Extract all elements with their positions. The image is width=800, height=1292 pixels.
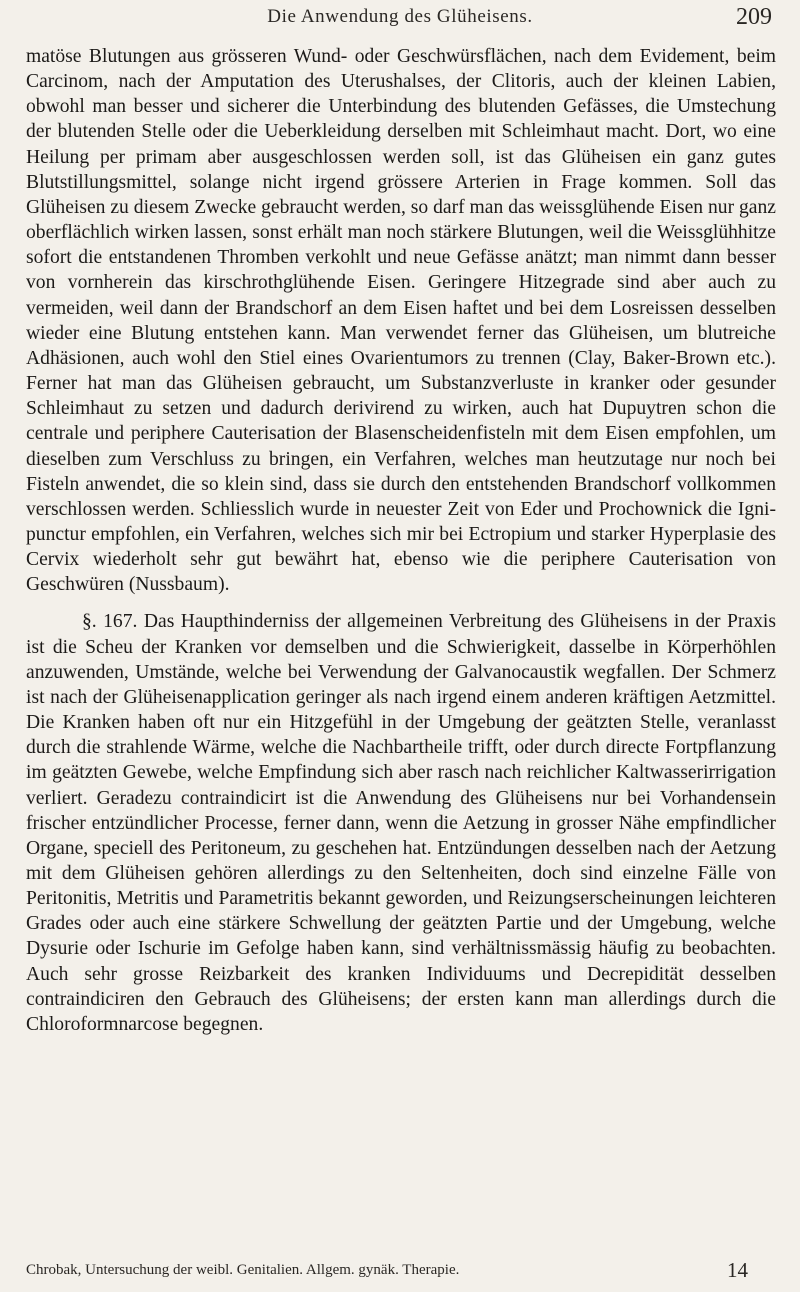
running-head <box>0 4 800 36</box>
page-number: 209 <box>736 4 772 30</box>
paragraph-section-167: §. 167. Das Haupthinderniss der allgemeinen Verbreitung des Glüheisens in der Praxis ist die Scheu der Kranken vor demselben und die Schwierigkeit, dasselbe in Körperhöhlen anzuwenden, Umstände, welche bei Verwendung der Galvanocaustik wegfallen. Der Schmerz ist nach der Glüheisenapplication geringer als nach irgend einem anderen kräftigen Aetzmittel. Die Kranken haben oft nur ein Hitzgefühl in der Umgebung der geätzten Stelle, veranlasst durch die strahlende Wärme, welche die Nachbartheile trifft, oder durch directe Fortpflanzung im geätzten Gewebe, welche Empfindung sich aber rasch nach reichlicher Kaltwasserirrigation verliert. Geradezu contraindicirt ist die Anwendung des Glüheisens nur bei Vorhandensein frischer entzündlicher Processe, ferner dann, wenn die Aetzung in grosser Nähe empfindlicher Organe, speciell des Peritoneum, zu geschehen hat. Entzündungen desselben nach der Aetzung mit dem Glüheisen gehören allerdings zu den Seltenheiten, doch sind einzelne Fälle von Peritonitis, Metritis und Parametritis bekannt geworden, und Reizungserscheinungen leichteren Grades oder auch eine stärkere Schwellung der geätzten Partie und der Umgebung, welche Dysurie oder Ischurie im Gefolge haben kann, sind verhältnissmässig häufig zu beobachten. Auch sehr grosse Reizbarkeit des kranken Individuums und Decrepidität desselben contraindiciren den Gebrauch des Glüheisens; der ersten kann man allerdings durch die Chloroformnarcose begegnen. <box>26 611 776 1035</box>
running-title: Die Anwendung des Glüheisens. <box>267 6 533 27</box>
signature-mark: 14 <box>727 1258 748 1282</box>
page-footer <box>26 1258 776 1286</box>
paragraph-continuation: matöse Blutungen aus grösseren Wund- oder Geschwürsflächen, nach dem Evidement, beim Carcinom, nach der Amputation des Uterushalses, der Clitoris, auch der kleinen Labien, obwohl man besser und sicherer die Unterbindung des blutenden Gefässes, die Umstechung der blutenden Stelle oder die Ueberkleidung derselben mit Schleimhaut macht. Dort, wo eine Heilung per primam aber ausgeschlossen werden soll, ist das Glüheisen ein ganz gutes Blutstillungsmittel, solange nicht irgend grössere Arterien in Frage kommen. Soll das Glüheisen zu diesem Zwecke gebraucht werden, so darf man das weissglühende Eisen nur ganz oberflächlich wirken lassen, sonst erhält man noch stärkere Blutungen, weil die Weissglühhitze sofort die entstandenen Thromben verkohlt und neue Gefässe anätzt; man nimmt dann besser von vornherein das kirschrothglühende Eisen. Geringere Hitzegrade sind aber auch zu vermeiden, weil dann der Brandschorf an dem Eisen haftet und bei dem Losreissen desselben wieder eine Blutung entstehen kann. Man verwendet ferner das Glüheisen, um blutreiche Adhäsionen, auch wohl den Stiel eines Ovarientumors zu trennen (Clay, Baker-Brown etc.). Ferner hat man das Glüheisen gebraucht, um Substanzverluste in kranker oder gesunder Schleimhaut zu setzen und dadurch derivirend zu wirken, auch hat Dupuytren schon die centrale und periphere Cauterisation der Blasenscheidenfisteln mit dem Eisen empfohlen, um dieselben zum Verschluss zu bringen, ein Verfahren, welches man heutzutage nur noch bei Fisteln anwendet, die so klein sind, dass sie durch den entstehenden Brandschorf vollkommen verschlossen werden. Schliesslich wurde in neuester Zeit von Eder und Prochownick die Igni-punctur empfohlen, ein Verfahren, welches sich mir bei Ectropium und starker Hyperplasie des Cervix wiederholt sehr gut bewährt hat, ebenso wie die periphere Cauterisation von Geschwüren (Nussbaum). <box>26 46 776 596</box>
footer-reference: Chrobak, Untersuchung der weibl. Genitalien. Allgem. gynäk. Therapie. <box>26 1262 460 1278</box>
body-text <box>26 44 776 1037</box>
